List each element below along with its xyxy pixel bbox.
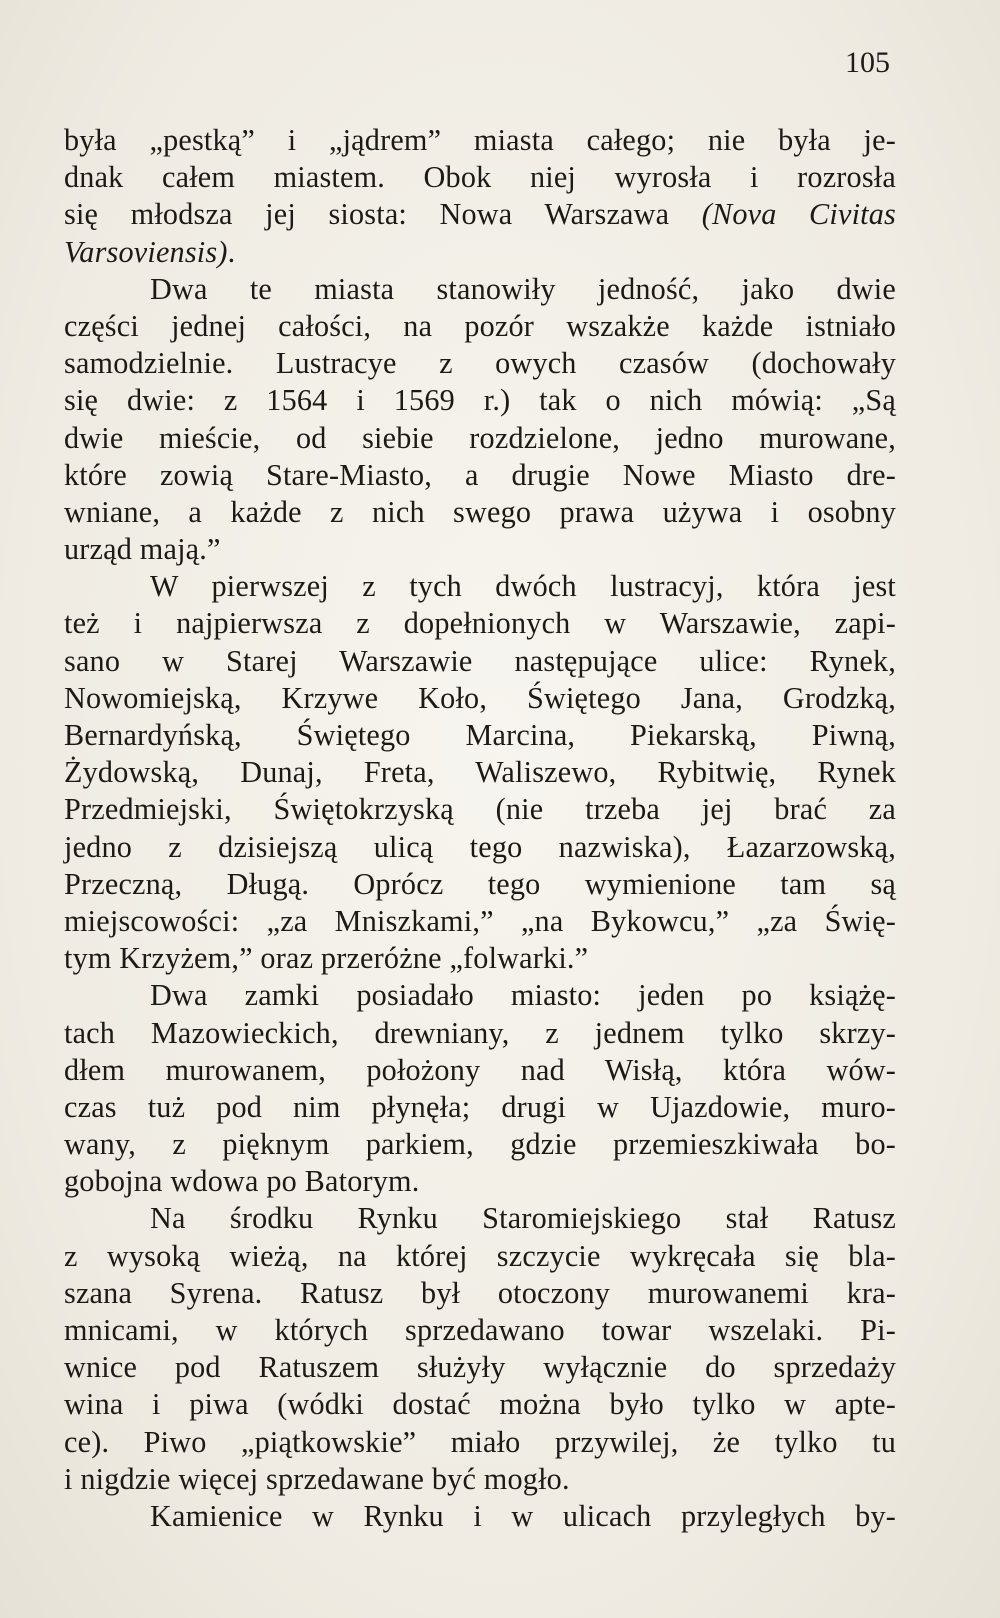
line-text: mnicami, w których sprzedawano towar wszelaki. Pi- xyxy=(64,1313,896,1347)
line-text: urząd mają.” xyxy=(64,532,221,567)
text-line xyxy=(64,234,896,271)
line-text: samodzielnie. Lustracye z owych czasów (dochowały xyxy=(64,346,896,381)
line-text: które zowią Stare-Miasto, a drugie Nowe Miasto dre- xyxy=(64,457,896,492)
text-line xyxy=(64,1238,896,1275)
text-line xyxy=(64,1015,896,1052)
line-text: czas tuż pod nim płynęła; drugi w Ujazdowie, muro- xyxy=(64,1089,896,1124)
line-text: tym Krzyżem,” oraz przeróżne „folwarki.” xyxy=(64,941,589,976)
line-text: się młodsza jej siosta: Nowa Warszawa xyxy=(64,197,702,232)
text-line xyxy=(64,494,896,531)
text-line xyxy=(64,122,896,159)
line-text: . xyxy=(227,234,236,269)
line-text: dłem murowanem, położony nad Wisłą, która wów- xyxy=(64,1052,896,1087)
text-line xyxy=(64,1275,896,1312)
text-line xyxy=(64,1498,896,1535)
line-text: też i najpierwsza z dopełnionych w Warszawie, zapi- xyxy=(64,606,896,641)
text-line xyxy=(64,1312,896,1349)
text-line xyxy=(64,457,896,494)
text-line xyxy=(64,196,896,233)
text-line xyxy=(64,1349,896,1386)
line-text: ce). Piwo „piątkowskie” miało przywilej, że tylko tu xyxy=(64,1424,896,1459)
text-line xyxy=(64,643,896,680)
text-line xyxy=(64,754,896,791)
line-text: wina i piwa (wódki dostać można było tylko w apte- xyxy=(64,1387,896,1422)
line-text: gobojna wdowa po Batorym. xyxy=(64,1164,420,1199)
line-text: Kamienice w Rynku i w ulicach przyległych by- xyxy=(150,1498,896,1533)
text-line xyxy=(64,308,896,345)
line-text: dwie mieście, od siebie rozdzielone, jedno murowane, xyxy=(64,420,896,455)
text-line xyxy=(64,829,896,866)
page-number: 105 xyxy=(845,46,890,79)
text-line xyxy=(64,345,896,382)
line-text: się dwie: z 1564 i 1569 r.) tak o nich mówią: „Są xyxy=(64,383,896,418)
line-text: Żydowską, Dunaj, Freta, Waliszewo, Rybitwię, Rynek xyxy=(64,755,896,790)
text-line xyxy=(64,159,896,196)
line-text: Bernardyńską, Świętego Marcina, Piekarską, Piwną, xyxy=(64,718,896,752)
text-line xyxy=(64,977,896,1014)
text-line xyxy=(64,791,896,828)
text-line xyxy=(64,1126,896,1163)
text-line xyxy=(64,605,896,642)
text-line xyxy=(64,531,896,568)
text-line xyxy=(64,1089,896,1126)
line-text: miejscowości: „za Mniszkami,” „na Bykowcu,” „za Świę- xyxy=(64,903,896,938)
text-line xyxy=(64,1163,896,1200)
text-line xyxy=(64,680,896,717)
text-line xyxy=(64,717,896,754)
text-line xyxy=(64,1424,896,1461)
text-line xyxy=(64,568,896,605)
line-text: szana Syrena. Ratusz był otoczony murowanemi kra- xyxy=(64,1275,896,1310)
line-text: wnice pod Ratuszem służyły wyłącznie do sprzedaży xyxy=(64,1350,896,1385)
text-line xyxy=(64,382,896,419)
line-text: dnak całem miastem. Obok niej wyrosła i rozrosła xyxy=(64,160,896,195)
text-line xyxy=(64,271,896,308)
line-text: i nigdzie więcej sprzedawane być mogło. xyxy=(64,1461,570,1496)
line-text-italic: (Nova Civitas xyxy=(701,197,896,232)
text-line xyxy=(64,866,896,903)
text-line xyxy=(64,903,896,940)
line-text-italic: Varsoviensis) xyxy=(64,234,228,269)
line-text: tach Mazowieckich, drewniany, z jednem tylko skrzy- xyxy=(64,1015,896,1050)
line-text: W pierwszej z tych dwóch lustracyj, która jest xyxy=(150,569,896,604)
line-text: z wysoką wieżą, na której szczycie wykręcała się bla- xyxy=(64,1238,896,1273)
text-line xyxy=(64,1461,896,1498)
text-line xyxy=(64,940,896,977)
line-text: wany, z pięknym parkiem, gdzie przemieszkiwała bo- xyxy=(64,1127,896,1162)
line-text: Nowomiejską, Krzywe Koło, Świętego Jana, Grodzką, xyxy=(64,680,896,715)
text-line xyxy=(64,1052,896,1089)
line-text: części jednej całości, na pozór wszakże każde istniało xyxy=(64,308,896,343)
line-text: Dwa zamki posiadało miasto: jeden po książę- xyxy=(150,978,896,1013)
line-text: wniane, a każde z nich swego prawa używa i osobny xyxy=(64,494,896,529)
line-text: sano w Starej Warszawie następujące ulice: Rynek, xyxy=(64,643,896,678)
line-text: Dwa te miasta stanowiły jedność, jako dwie xyxy=(150,271,896,306)
line-text: Na środku Rynku Staromiejskiego stał Ratusz xyxy=(150,1201,896,1236)
text-line xyxy=(64,1200,896,1237)
line-text: była „pestką” i „jądrem” miasta całego; nie była je- xyxy=(64,123,896,157)
line-text: jedno z dzisiejszą ulicą tego nazwiska), Łazarzowską, xyxy=(64,829,896,864)
text-line xyxy=(64,1386,896,1423)
text-line xyxy=(64,420,896,457)
body-text xyxy=(64,122,896,1535)
line-text: Przedmiejski, Świętokrzyską (nie trzeba jej brać za xyxy=(64,792,896,827)
line-text: Przeczną, Długą. Oprócz tego wymienione tam są xyxy=(64,866,896,901)
